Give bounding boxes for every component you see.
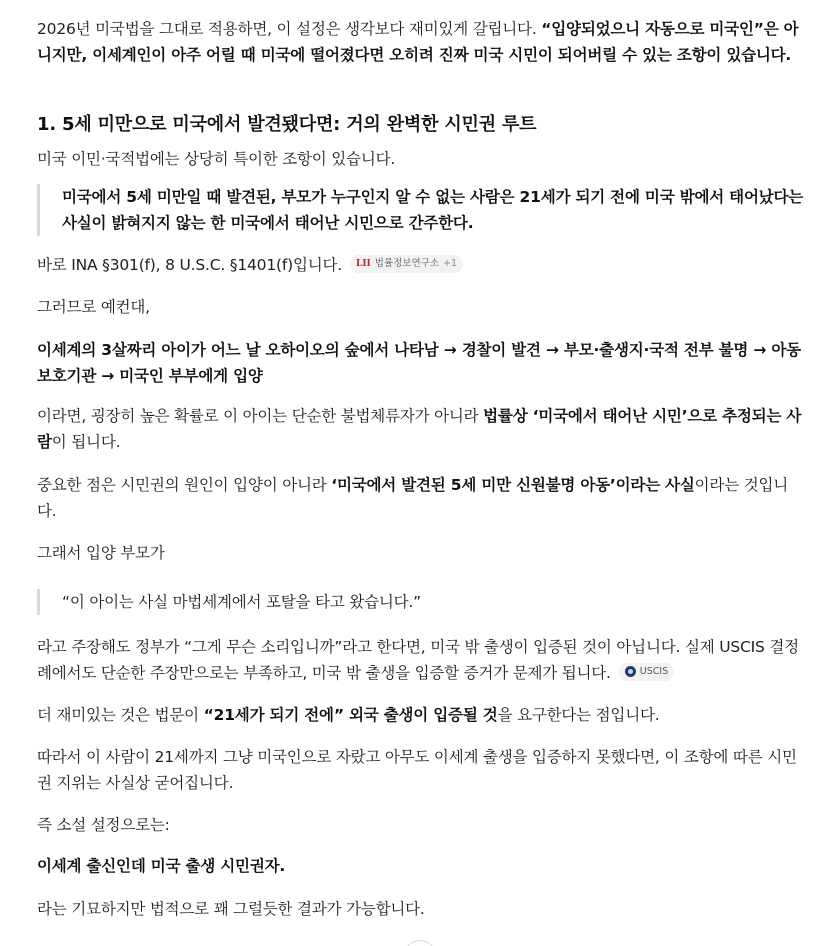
result-text-c: 이 됩니다. <box>51 433 121 451</box>
citation-chip-lii[interactable] <box>350 255 463 273</box>
scenario-paragraph <box>37 337 805 389</box>
citation-label: USCIS <box>639 665 669 677</box>
point-text-c: 이라는 것입니다. <box>37 476 789 520</box>
solid-paragraph: 따라서 이 사람이 21세까지 그냥 미국인으로 자랐고 아무도 이세계 출생을 입증하지 못했다면, 이 조항에 따른 시민권 지위는 사실상 굳어집니다. <box>37 748 797 792</box>
conclusion-bold-text: 이세계 출신인데 미국 출생 시민권자. <box>37 857 286 875</box>
lii-logo-icon: LII <box>356 258 371 269</box>
final-paragraph: 라는 기묘하지만 법적으로 꽤 그럴듯한 결과가 가능합니다. <box>37 900 425 918</box>
citation-chip-uscis[interactable] <box>619 663 674 681</box>
parents-paragraph: 그래서 입양 부모가 <box>37 544 165 562</box>
point-bold-text: ‘미국에서 발견된 5세 미만 신원불명 아동’이라는 사실 <box>331 476 695 494</box>
law-blockquote <box>37 184 805 236</box>
more-paragraph <box>37 702 659 728</box>
intro-paragraph <box>37 16 805 68</box>
conclusion-paragraph <box>37 853 285 879</box>
novel-paragraph: 즉 소설 설정으로는: <box>37 816 170 834</box>
scroll-down-button[interactable] <box>404 940 436 946</box>
point-paragraph <box>37 472 805 524</box>
more-text-a: 더 재미있는 것은 법문이 <box>37 706 204 724</box>
intro-text: 2026년 미국법을 그대로 적용하면, 이 설정은 생각보다 재미있게 갈립니다. <box>37 20 542 38</box>
example-paragraph: 그러므로 예컨대, <box>37 298 150 316</box>
ina-text: 바로 INA §301(f), 8 U.S.C. §1401(f)입니다. <box>37 256 343 274</box>
more-bold-text: “21세가 되기 전에” 외국 출생이 입증될 것 <box>203 706 498 724</box>
citation-label: 법률정보연구소 <box>374 257 440 269</box>
uscis-seal-icon <box>625 666 636 677</box>
result-paragraph <box>37 403 805 455</box>
ina-paragraph <box>37 252 463 278</box>
law-intro-paragraph: 미국 이민·국적법에는 상당히 특이한 조항이 있습니다. <box>37 150 396 168</box>
claim-paragraph <box>37 634 805 686</box>
section-heading: 1. 5세 미만으로 미국에서 발견됐다면: 거의 완벽한 시민권 루트 <box>37 114 537 135</box>
scenario-bold-text: 이세계의 3살짜리 아이가 어느 날 오하이오의 숲에서 나타남 → 경찰이 발견 → 부모·출생지·국적 전부 불명 → 아동보호기관 → 미국인 부부에게 입양 <box>37 341 801 385</box>
result-text-a: 이라면, 굉장히 높은 확률로 이 아이는 단순한 불법체류자가 아니라 <box>37 407 484 425</box>
intro-bold-text: “입양되었으니 자동으로 미국인”은 아니지만, 이세계인이 아주 어릴 때 미국에 떨어졌다면 오히려 진짜 미국 시민이 되어버릴 수 있는 조항이 있습니다. <box>37 20 799 64</box>
portal-quote-text: “이 아이는 사실 마법세계에서 포탈을 타고 왔습니다.” <box>62 593 421 611</box>
citation-more-count: +1 <box>443 257 458 269</box>
portal-blockquote <box>37 589 805 615</box>
point-text-a: 중요한 점은 시민권의 원인이 입양이 아니라 <box>37 476 332 494</box>
more-text-c: 을 요구한다는 점입니다. <box>497 706 660 724</box>
claim-text: 라고 주장해도 정부가 “그게 무슨 소리입니까”라고 한다면, 미국 밖 출생이 입증된 것이 아닙니다. 실제 USCIS 결정례에서도 단순한 주장만으로는 부족하고, 미국 밖 출생을 입증할 증거가 문제가 됩니다. <box>37 638 799 682</box>
result-bold-text: 법률상 ‘미국에서 태어난 시민’으로 추정되는 사람 <box>37 407 802 451</box>
law-quote-text: 미국에서 5세 미만일 때 발견된, 부모가 누구인지 알 수 없는 사람은 21세가 되기 전에 미국 밖에서 태어났다는 사실이 밝혀지지 않는 한 미국에서 태어난 시민으로 간주한다. <box>62 188 804 232</box>
